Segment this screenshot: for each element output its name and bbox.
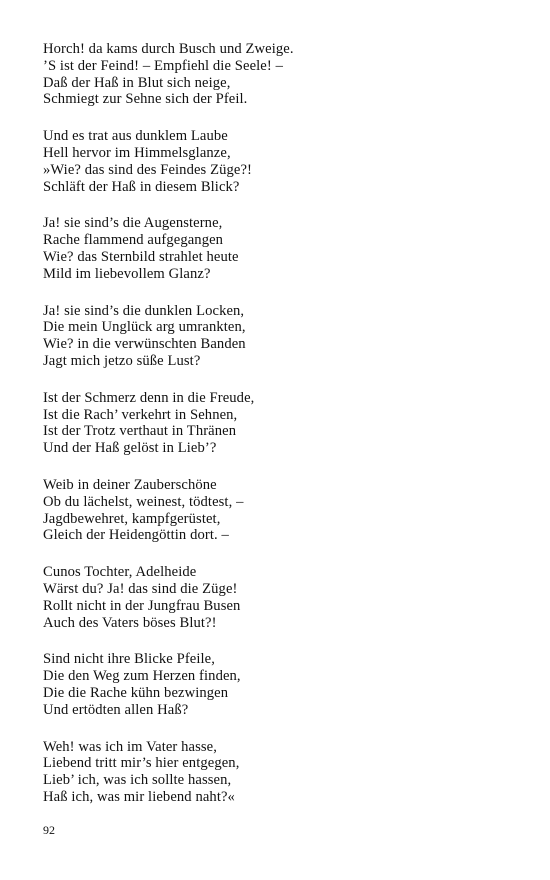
stanza — [43, 215, 513, 282]
poem-line: Rollt nicht in der Jungfrau Busen — [43, 597, 241, 614]
poem-line: Haß ich, was mir liebend naht?« — [43, 788, 235, 805]
poem-line: Ja! sie sind’s die dunklen Locken, — [43, 302, 245, 319]
poem-line: Mild im liebevollem Glanz? — [43, 265, 211, 282]
poem-line: Rache flammend aufgegangen — [43, 232, 224, 249]
poem-line: Cunos Tochter, Adelheide — [43, 564, 197, 581]
poem-line: Liebend tritt mir’s hier entgegen, — [43, 755, 240, 772]
poem-text — [43, 41, 513, 826]
poem-line: Wärst du? Ja! das sind die Züge! — [43, 580, 238, 597]
stanza — [43, 128, 513, 195]
stanza — [43, 390, 513, 457]
poem-line: Hell hervor im Himmelsglanze, — [43, 144, 231, 161]
page-number: 92 — [43, 823, 55, 837]
poem-line: Schmiegt zur Sehne sich der Pfeil. — [43, 91, 248, 108]
poem-line: ’S ist der Feind! – Empfiehl die Seele! – — [43, 57, 283, 74]
stanza — [43, 477, 513, 544]
poem-line: Weib in deiner Zauberschöne — [43, 476, 217, 493]
poem-line: Ist die Rach’ verkehrt in Sehnen, — [43, 406, 238, 423]
stanza — [43, 564, 513, 631]
poem-line: Gleich der Heidengöttin dort. – — [43, 527, 229, 544]
poem-line: Horch! da kams durch Busch und Zweige. — [43, 41, 294, 57]
stanza — [43, 739, 513, 806]
poem-line: Und es trat aus dunklem Laube — [43, 128, 228, 145]
poem-line: Und ertödten allen Haß? — [43, 701, 189, 718]
stanza — [43, 651, 513, 718]
poem-line: Ist der Schmerz denn in die Freude, — [43, 389, 255, 406]
poem-line: Lieb’ ich, was ich sollte hassen, — [43, 772, 232, 789]
poem-line: Daß der Haß in Blut sich neige, — [43, 74, 231, 91]
poem-line: Schläft der Haß in diesem Blick? — [43, 178, 240, 195]
poem-line: Ob du lächelst, weinest, tödtest, – — [43, 493, 244, 510]
poem-line: Die die Rache kühn bezwingen — [43, 684, 229, 701]
poem-line: Und der Haß gelöst in Lieb’? — [43, 440, 217, 457]
poem-line: Ja! sie sind’s die Augensterne, — [43, 215, 223, 232]
poem-line: Weh! was ich im Vater hasse, — [43, 738, 217, 755]
poem-line: Jagdbewehret, kampfgerüstet, — [43, 510, 221, 527]
poem-line: Die den Weg zum Herzen finden, — [43, 668, 241, 685]
stanza — [43, 303, 513, 370]
poem-line: Die mein Unglück arg umrankten, — [43, 319, 246, 336]
poem-line: »Wie? das sind des Feindes Züge?! — [43, 161, 252, 178]
stanza — [43, 41, 513, 108]
poem-line: Ist der Trotz verthaut in Thränen — [43, 423, 237, 440]
poem-line: Wie? in die verwünschten Banden — [43, 336, 246, 353]
poem-line: Auch des Vaters böses Blut?! — [43, 614, 217, 631]
poem-line: Sind nicht ihre Blicke Pfeile, — [43, 651, 216, 668]
poem-line: Jagt mich jetzo süße Lust? — [43, 352, 201, 369]
poem-line: Wie? das Sternbild strahlet heute — [43, 248, 239, 265]
